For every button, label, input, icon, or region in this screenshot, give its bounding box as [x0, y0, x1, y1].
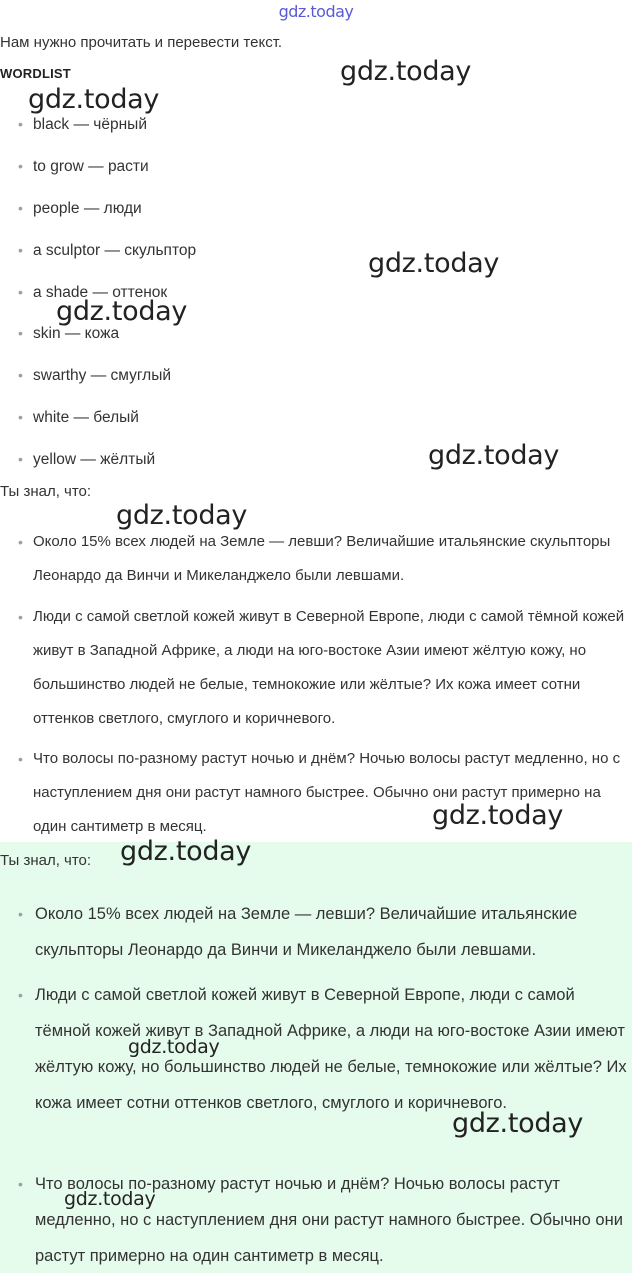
watermark: gdz.today	[28, 84, 160, 115]
watermark: gdz.today	[368, 248, 500, 279]
bullet-icon: •	[18, 451, 23, 467]
bullet-icon: •	[18, 906, 23, 922]
bullet-icon: •	[18, 609, 23, 625]
fact-item: • Около 15% всех людей на Земле — левши? Величайшие итальянские скульпторы Леонардо да Винчи и Микеланджело были левшами.	[18, 525, 630, 593]
fact-item: • Что волосы по-разному растут ночью и днём? Ночью волосы растут медленно, но с наступлением дня они растут намного быстрее. Обычно они растут примерно на один сантиметр в месяц.	[18, 1166, 628, 1274]
watermark: gdz.today	[116, 500, 248, 531]
bullet-icon: •	[18, 200, 23, 216]
bullet-icon: •	[18, 409, 23, 425]
watermark: gdz.today	[120, 836, 252, 867]
wordlist-title: WORDLIST	[0, 66, 71, 81]
wordlist-item: • swarthy — смуглый	[18, 367, 172, 384]
fact-item: • Люди с самой светлой кожей живут в Северной Европе, люди с самой тёмной кожей живут в Западной Африке, а люди на юго-востоке Азии имеют жёлтую кожу, но большинство людей не белые, темнокожие или жёлтые? Их кожа имеет сотни оттенков светлого, смуглого и коричневого.	[18, 600, 630, 736]
fact-item: • Около 15% всех людей на Земле — левши? Величайшие итальянские скульпторы Леонардо да Винчи и Микеланджело были левшами.	[18, 896, 628, 968]
bullet-icon: •	[18, 158, 23, 174]
fact-item: • Что волосы по-разному растут ночью и днём? Ночью волосы растут медленно, но с наступлением дня они растут намного быстрее. Обычно они растут примерно на один сантиметр в месяц.	[18, 742, 630, 844]
wordlist-item: • a sculptor — скульптор	[18, 242, 197, 259]
bullet-icon: •	[18, 116, 23, 132]
section-label: Ты знал, что:	[0, 852, 92, 869]
section-label: Ты знал, что:	[0, 483, 92, 500]
wordlist-item: • a shade — оттенок	[18, 284, 168, 301]
watermark: gdz.today	[128, 1036, 220, 1058]
wordlist-item: • black — чёрный	[18, 116, 147, 133]
wordlist-item: • people — люди	[18, 200, 142, 217]
bullet-icon: •	[18, 751, 23, 767]
fact-item: • Люди с самой светлой кожей живут в Северной Европе, люди с самой тёмной кожей живут в Западной Африке, а люди на юго-востоке Азии имеют жёлтую кожу, но большинство людей не белые, темнокожие или жёлтые? Их кожа имеет сотни оттенков светлого, смуглого и коричневого.	[18, 977, 628, 1121]
bullet-icon: •	[18, 987, 23, 1003]
header-watermark: gdz.today	[278, 2, 354, 21]
bullet-icon: •	[18, 325, 23, 341]
watermark: gdz.today	[452, 1108, 584, 1139]
wordlist-item: • yellow — жёлтый	[18, 451, 156, 468]
bullet-icon: •	[18, 534, 23, 550]
bullet-icon: •	[18, 284, 23, 300]
watermark: gdz.today	[64, 1188, 156, 1210]
bullet-icon: •	[18, 242, 23, 258]
wordlist-item: • white — белый	[18, 409, 139, 426]
wordlist-item: • to grow — расти	[18, 158, 149, 175]
intro-text: Нам нужно прочитать и перевести текст.	[0, 34, 283, 51]
bullet-icon: •	[18, 367, 23, 383]
bullet-icon: •	[18, 1176, 23, 1192]
watermark: gdz.today	[56, 296, 188, 327]
watermark: gdz.today	[428, 440, 560, 471]
watermark: gdz.today	[432, 800, 564, 831]
watermark: gdz.today	[340, 56, 472, 87]
wordlist-item: • skin — кожа	[18, 325, 120, 342]
